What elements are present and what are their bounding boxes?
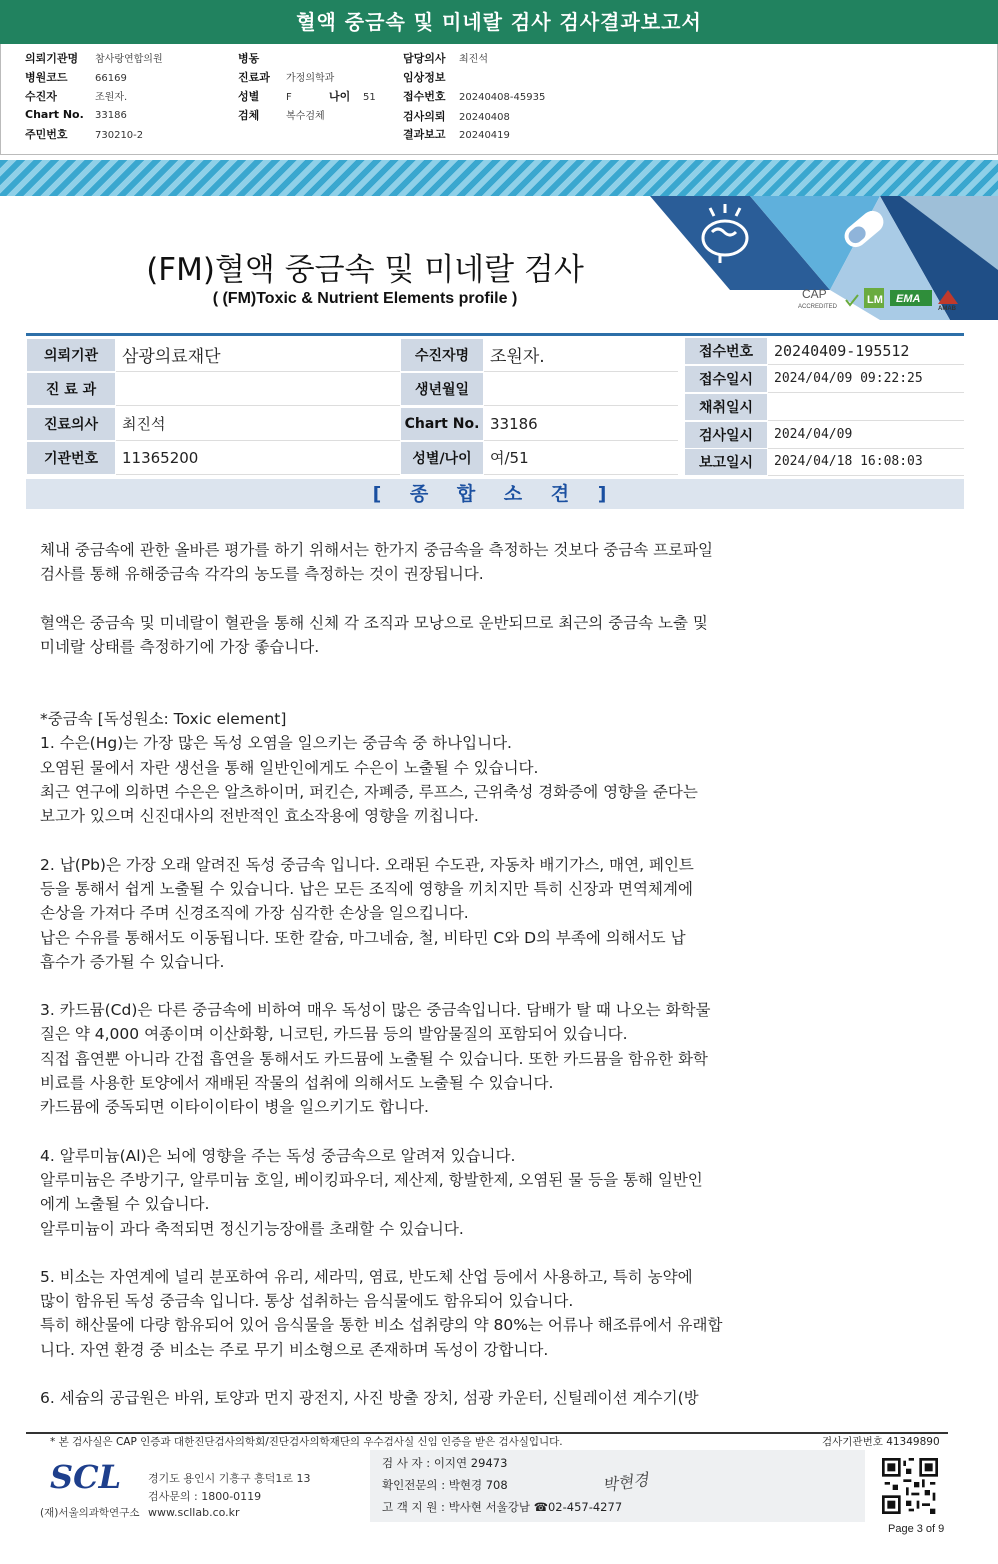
patient-field-value: 삼광의료재단 — [116, 338, 400, 372]
summary-header: [ 종 합 소 견 ] — [26, 479, 964, 509]
info-item — [403, 50, 488, 66]
info-item — [238, 50, 286, 66]
info-label: 성별 — [238, 90, 260, 103]
patient-field-value: 여/51 — [484, 441, 678, 475]
info-value: 730210-2 — [95, 130, 144, 141]
info-label: 병동 — [238, 52, 260, 65]
page-subtitle: ( (FM)Toxic & Nutrient Elements profile ) — [212, 290, 518, 307]
svg-text:AMAB: AMAB — [938, 306, 956, 312]
receipt-field-label: 채취일시 — [684, 393, 768, 421]
info-item — [238, 69, 334, 85]
report-header: 혈액 중금속 및 미네랄 검사 검사결과보고서 — [0, 0, 998, 44]
info-value: 33186 — [95, 110, 127, 121]
info-item — [25, 88, 127, 104]
info-item — [25, 69, 127, 85]
info-value: F — [286, 92, 292, 103]
staff-specialist: 확인전문의 : 박현경 708 — [382, 1478, 508, 1492]
summary-paragraph: 6. 세슘의 공급원은 바위, 토양과 먼지 광전지, 사진 방출 장치, 섬광 카운터, 신틸레이션 계수기(방 — [40, 1389, 699, 1408]
info-value: 복수검체 — [286, 111, 325, 122]
patient-field-value: 33186 — [484, 407, 678, 441]
info-item-age — [329, 88, 376, 104]
info-value: 최진석 — [459, 54, 488, 65]
info-value: 20240408 — [459, 112, 510, 123]
receipt-field-value: 20240409-195512 — [768, 337, 964, 365]
patient-field-value: 최진석 — [116, 407, 400, 441]
patient-field-label: 진 료 과 — [26, 372, 116, 406]
info-value: 가정의학과 — [286, 73, 335, 84]
info-box — [0, 44, 998, 155]
info-label: 검체 — [238, 109, 260, 122]
lab-name: (재)서울의과학연구소 — [40, 1507, 140, 1519]
receipt-field-label: 보고일시 — [684, 448, 768, 476]
info-item — [238, 88, 292, 104]
lab-website[interactable]: www.scllab.co.kr — [148, 1506, 240, 1519]
info-label: Chart No. — [25, 108, 84, 121]
footer-note: * 본 검사실은 CAP 인증과 대한진단검사의학회/진단검사의학재단의 우수검사실 신임 인증을 받은 검사실입니다. — [50, 1436, 563, 1448]
patient-field-value: 11365200 — [116, 441, 400, 475]
info-item — [403, 126, 510, 142]
svg-text:ACCREDITED: ACCREDITED — [798, 304, 838, 310]
lab-address: 경기도 용인시 기흥구 흥덕1로 13 — [148, 1472, 311, 1485]
info-label: 결과보고 — [403, 128, 446, 141]
summary-paragraph: *중금속 [독성원소: Toxic element] 1. 수은(Hg)는 가장 많은 독성 오염을 일으키는 중금속 중 하나입니다. 오염된 물에서 자란 생선을 통해 일반인에게도 수은이 노출될 수 있습니다. 최근 연구에 의하면 수은은 알츠하이머, 퍼킨슨, 자폐증, 루프스, 근위축성 경화증에 영향을 준다는 보고가 있으며 신진대사의 전반적인 효소작용에 영향을 끼칩니다. — [40, 710, 698, 826]
staff-box — [370, 1450, 865, 1522]
info-value: 20240408-45935 — [459, 92, 546, 103]
info-label: 담당의사 — [403, 52, 446, 65]
scl-logo: SCL — [50, 1458, 122, 1496]
receipt-field-value: 2024/04/18 16:08:03 — [768, 448, 964, 476]
staff-support: 고 객 지 원 : 박사현 서울강남 ☎02-457-4277 — [382, 1500, 623, 1514]
signature: 박현경 — [601, 1469, 650, 1496]
summary-paragraph: 5. 비소는 자연계에 널리 분포하여 유리, 세라믹, 염료, 반도체 산업 등에서 사용하고, 특히 농약에 많이 함유된 독성 중금속 입니다. 통상 섭취하는 음식물에도 함유되어 있습니다. 특히 해산물에 다량 함유되어 있어 음식물을 통한 비소 섭취량의 약 80%는 어류나 해조류에서 유래합 니다. 자연 환경 중 비소는 주로 무기 비소형으로 존재하며 독성이 강합니다. — [40, 1267, 723, 1359]
lab-registration-number: 검사기관번호 41349890 — [822, 1436, 940, 1448]
page-number: Page 3 of 9 — [888, 1523, 945, 1535]
svg-text:EMA: EMA — [896, 293, 921, 305]
receipt-field-label: 접수번호 — [684, 337, 768, 365]
info-item — [238, 107, 325, 123]
summary-body — [40, 538, 900, 1410]
patient-field-label: 기관번호 — [26, 441, 116, 475]
patient-field-label: Chart No. — [400, 407, 484, 441]
info-label: 진료과 — [238, 71, 270, 84]
certification-logos — [796, 284, 996, 312]
info-item — [403, 69, 459, 85]
info-label: 병원코드 — [25, 71, 68, 84]
qr-code-icon[interactable] — [882, 1458, 938, 1514]
patient-field-label: 수진자명 — [400, 338, 484, 372]
info-label: 검사의뢰 — [403, 110, 446, 123]
info-value: 51 — [363, 92, 376, 103]
patient-field-label: 생년월일 — [400, 372, 484, 406]
info-item — [25, 50, 163, 66]
svg-text:LM: LM — [867, 294, 883, 306]
info-item — [25, 108, 127, 121]
info-label: 나이 — [329, 90, 351, 103]
svg-text:CAP: CAP — [802, 287, 827, 301]
summary-paragraph: 4. 알루미늄(Al)은 뇌에 영향을 주는 독성 중금속으로 알려져 있습니다. 알루미늄은 주방기구, 알루미늄 호일, 베이킹파우더, 제산제, 항발한제, 오염된 물 등을 통해 일반인 에게 노출될 수 있습니다. 알루미늄이 과다 축적되면 정신기능장애를 초래할 수 있습니다. — [40, 1146, 703, 1238]
info-label: 의뢰기관명 — [25, 52, 79, 65]
info-label: 주민번호 — [25, 128, 68, 141]
table-top-border — [26, 333, 964, 336]
info-label: 수진자 — [25, 90, 57, 103]
info-label: 접수번호 — [403, 90, 446, 103]
receipt-field-label: 검사일시 — [684, 421, 768, 449]
info-value: 참사랑연합의원 — [95, 54, 163, 65]
receipt-field-value: 2024/04/09 — [768, 421, 964, 449]
summary-paragraph: 2. 납(Pb)은 가장 오래 알려진 독성 중금속 입니다. 오래된 수도관, 자동차 배기가스, 매연, 페인트 등을 통해서 쉽게 노출될 수 있습니다. 납은 모든 조직에 영향을 끼치지만 특히 신장과 면역체계에 손상을 가져다 주며 신경조직에 가장 심각한 손상을 일으킵니다. 납은 수유를 통해서도 이동됩니다. 또한 칼슘, 마그네슘, 철, 비타민 C와 D의 부족에 의해서도 납 흡수가 증가될 수 있습니다. — [40, 855, 694, 971]
receipt-field-value: 2024/04/09 09:22:25 — [768, 365, 964, 393]
summary-paragraph: 3. 카드뮴(Cd)은 다른 중금속에 비하여 매우 독성이 많은 중금속입니다. 담배가 탈 때 나오는 화학물 질은 약 4,000 여종이며 이산화황, 니코틴, 카드뮴 등의 발암물질의 포함되어 있습니다. 직접 흡연뿐 아니라 간접 흡연을 통해서도 카드뮴에 노출될 수 있습니다. 또한 카드뮴을 함유한 화학 비료를 사용한 토양에서 재배된 작물의 섭취에 의해서도 노출될 수 있습니다. 카드뮴에 중독되면 이타이이타이 병을 일으키기도 합니다. — [40, 1001, 711, 1117]
patient-field-label: 의뢰기관 — [26, 338, 116, 372]
info-label: 임상정보 — [403, 71, 446, 84]
patient-field-value: 조원자. — [484, 338, 678, 372]
patient-field-label: 진료의사 — [26, 407, 116, 441]
receipt-field-label: 접수일시 — [684, 365, 768, 393]
patient-field-label: 성별/나이 — [400, 441, 484, 475]
receipt-field-value — [768, 393, 964, 421]
summary-paragraph: 혈액은 중금속 및 미네랄이 혈관을 통해 신체 각 조직과 모낭으로 운반되므로 최근의 중금속 노출 및 미네랄 상태를 측정하기에 가장 좋습니다. — [40, 613, 708, 656]
lab-phone: 검사문의 : 1800-0119 — [148, 1490, 262, 1503]
info-item — [403, 88, 545, 104]
info-value: 조원자. — [95, 92, 128, 103]
summary-paragraph: 체내 중금속에 관한 올바른 평가를 하기 위해서는 한가지 중금속을 측정하는 것보다 중금속 프로파일 검사를 통해 유해중금속 각각의 농도를 측정하는 것이 권장됩니다. — [40, 541, 714, 584]
info-value: 66169 — [95, 73, 127, 84]
patient-field-value — [484, 372, 678, 406]
staff-tester: 검 사 자 : 이지연 29473 — [382, 1456, 508, 1470]
page-title: (FM)혈액 중금속 및 미네랄 검사 — [146, 252, 584, 288]
info-item — [25, 126, 143, 142]
info-item — [403, 108, 510, 124]
patient-field-value — [116, 372, 400, 406]
info-value: 20240419 — [459, 130, 510, 141]
